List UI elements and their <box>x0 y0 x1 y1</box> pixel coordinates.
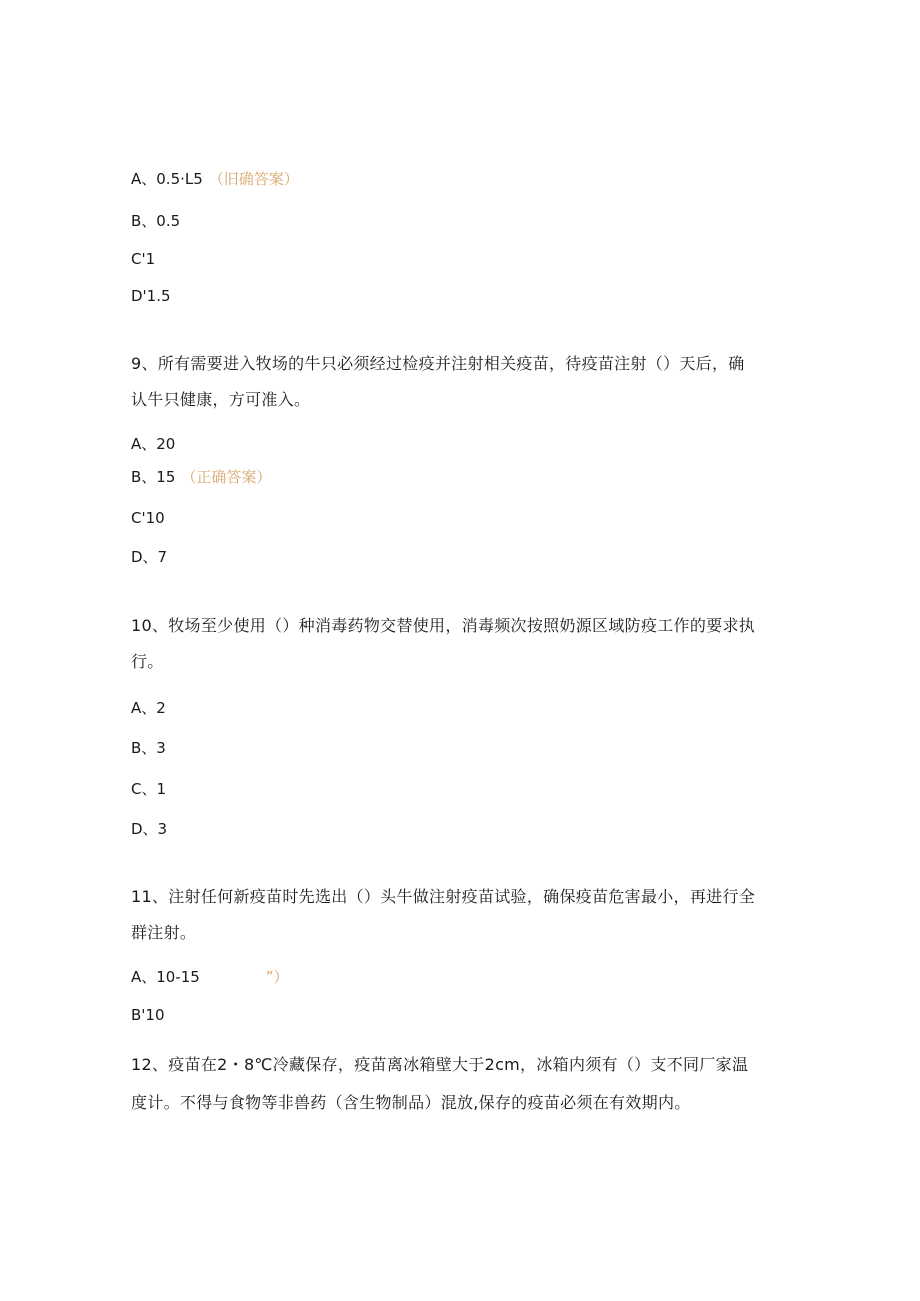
q10-option-c: C、1 <box>131 780 167 798</box>
q9-option-a: A、20 <box>131 435 176 453</box>
q11-option-a-text: A、10-15 <box>131 968 200 986</box>
q10-option-a: A、2 <box>131 699 166 717</box>
q9-answer-mark: （正确答案） <box>181 468 272 486</box>
q10-text-line1: 10、牧场至少使用（）种消毒药物交替使用，消毒频次按照奶源区域防疫工作的要求执 <box>131 616 756 635</box>
q8-option-b: B、0.5 <box>131 212 181 230</box>
q10-option-b: B、3 <box>131 739 166 757</box>
q11-option-a <box>131 966 289 988</box>
q12-text-line1: 12、疫苗在2・8℃冷藏保存，疫苗离冰箱壁大于2cm，冰箱内须有（）支不同厂家温 <box>131 1055 749 1074</box>
q11-answer-mark: ”） <box>265 968 289 986</box>
q11-option-b: B'10 <box>131 1006 165 1024</box>
q11-text-line2: 群注射。 <box>131 923 197 942</box>
q9-option-b-text: B、15 <box>131 468 176 486</box>
q8-option-c: C'1 <box>131 250 156 268</box>
q9-option-b <box>131 466 271 488</box>
q9-option-c: C'10 <box>131 509 165 527</box>
q9-text-line2: 认牛只健康，方可准入。 <box>131 390 311 409</box>
q8-answer-mark: （旧确答案） <box>208 170 299 188</box>
q9-option-d: D、7 <box>131 548 168 566</box>
q8-option-d: D'1.5 <box>131 287 171 305</box>
q10-option-d: D、3 <box>131 820 168 838</box>
q8-option-a-text: A、0.5·L5 <box>131 170 203 188</box>
q9-text-line1: 9、所有需要进入牧场的牛只必须经过检疫并注射相关疫苗，待疫苗注射（）天后，确 <box>131 354 745 373</box>
q10-text-line2: 行。 <box>131 652 164 671</box>
q12-text-line2: 度计。不得与食物等非兽药（含生物制品）混放,保存的疫苗必须在有效期内。 <box>131 1093 691 1112</box>
q8-option-a <box>131 168 299 190</box>
q11-text-line1: 11、注射任何新疫苗时先选出（）头牛做注射疫苗试验，确保疫苗危害最小，再进行全 <box>131 887 756 906</box>
